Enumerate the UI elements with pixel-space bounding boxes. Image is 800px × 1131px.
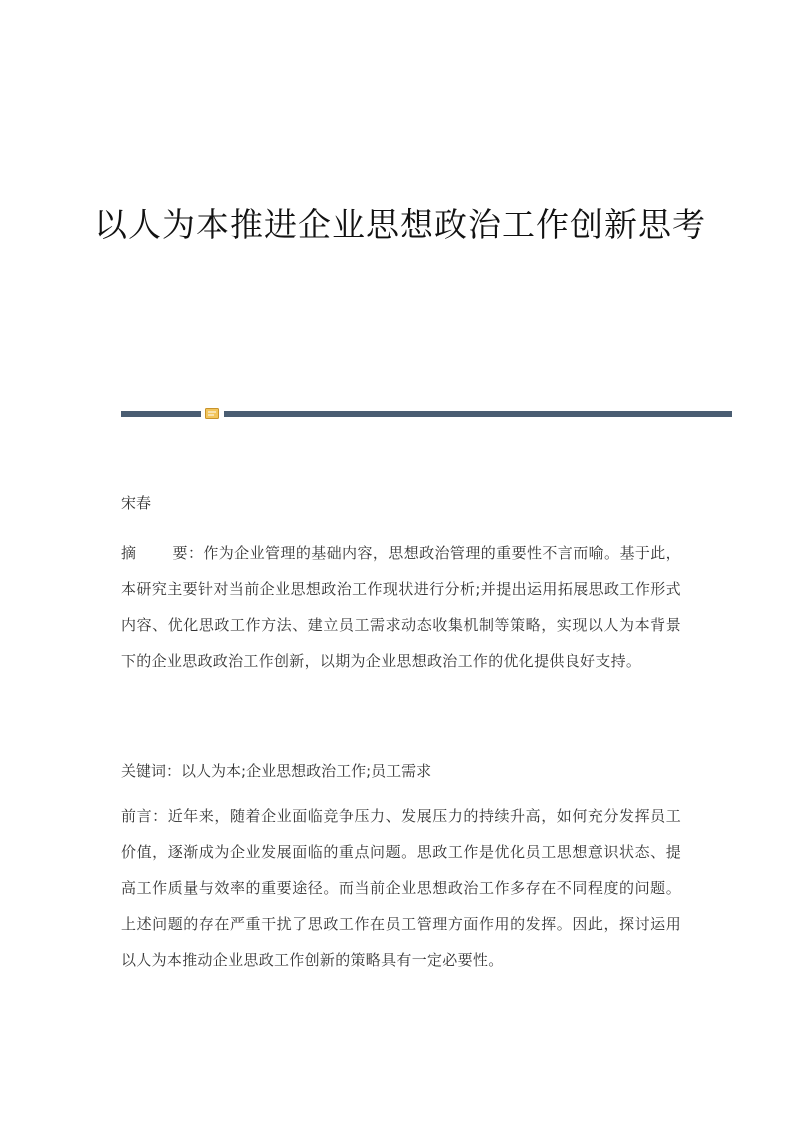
abstract-label-part1: 摘 [121,544,137,562]
abstract-text: 作为企业管理的基础内容，思想政治管理的重要性不言而喻。基于此，本研究主要针对当前企业思想政治工作现状进行分析;并提出运用拓展思政工作形式内容、优化思政工作方法、建立员工需求动态收集机制等策略，实现以人为本背景下的企业思政政治工作创新，以期为企业思想政治工作的优化提供良好支持。 [121,544,681,670]
keywords-line [121,756,681,786]
keywords-label: 关键词： [121,762,182,780]
title-divider [121,408,732,420]
divider-bar-right [224,411,732,417]
abstract-paragraph [121,535,681,679]
document-title: 以人为本推进企业思想政治工作创新思考 [94,205,706,244]
divider-bar-left [121,411,201,417]
intro-paragraph [121,798,681,978]
author-name: 宋春 [121,494,152,512]
abstract-label-part2: 要： [172,544,204,562]
intro-text: 近年来，随着企业面临竞争压力、发展压力的持续升高，如何充分发挥员工价值，逐渐成为企业发展面临的重点问题。思政工作是优化员工思想意识状态、提高工作质量与效率的重要途径。而当前企业思想政治工作多存在不同程度的问题。上述问题的存在严重干扰了思政工作在员工管理方面作用的发挥。因此，探讨运用以人为本推动企业思政工作创新的策略具有一定必要性。 [121,807,682,969]
intro-label: 前言： [121,807,168,825]
keywords-text: 以人为本;企业思想政治工作;员工需求 [181,762,432,780]
divider-ornament-icon [205,408,219,419]
